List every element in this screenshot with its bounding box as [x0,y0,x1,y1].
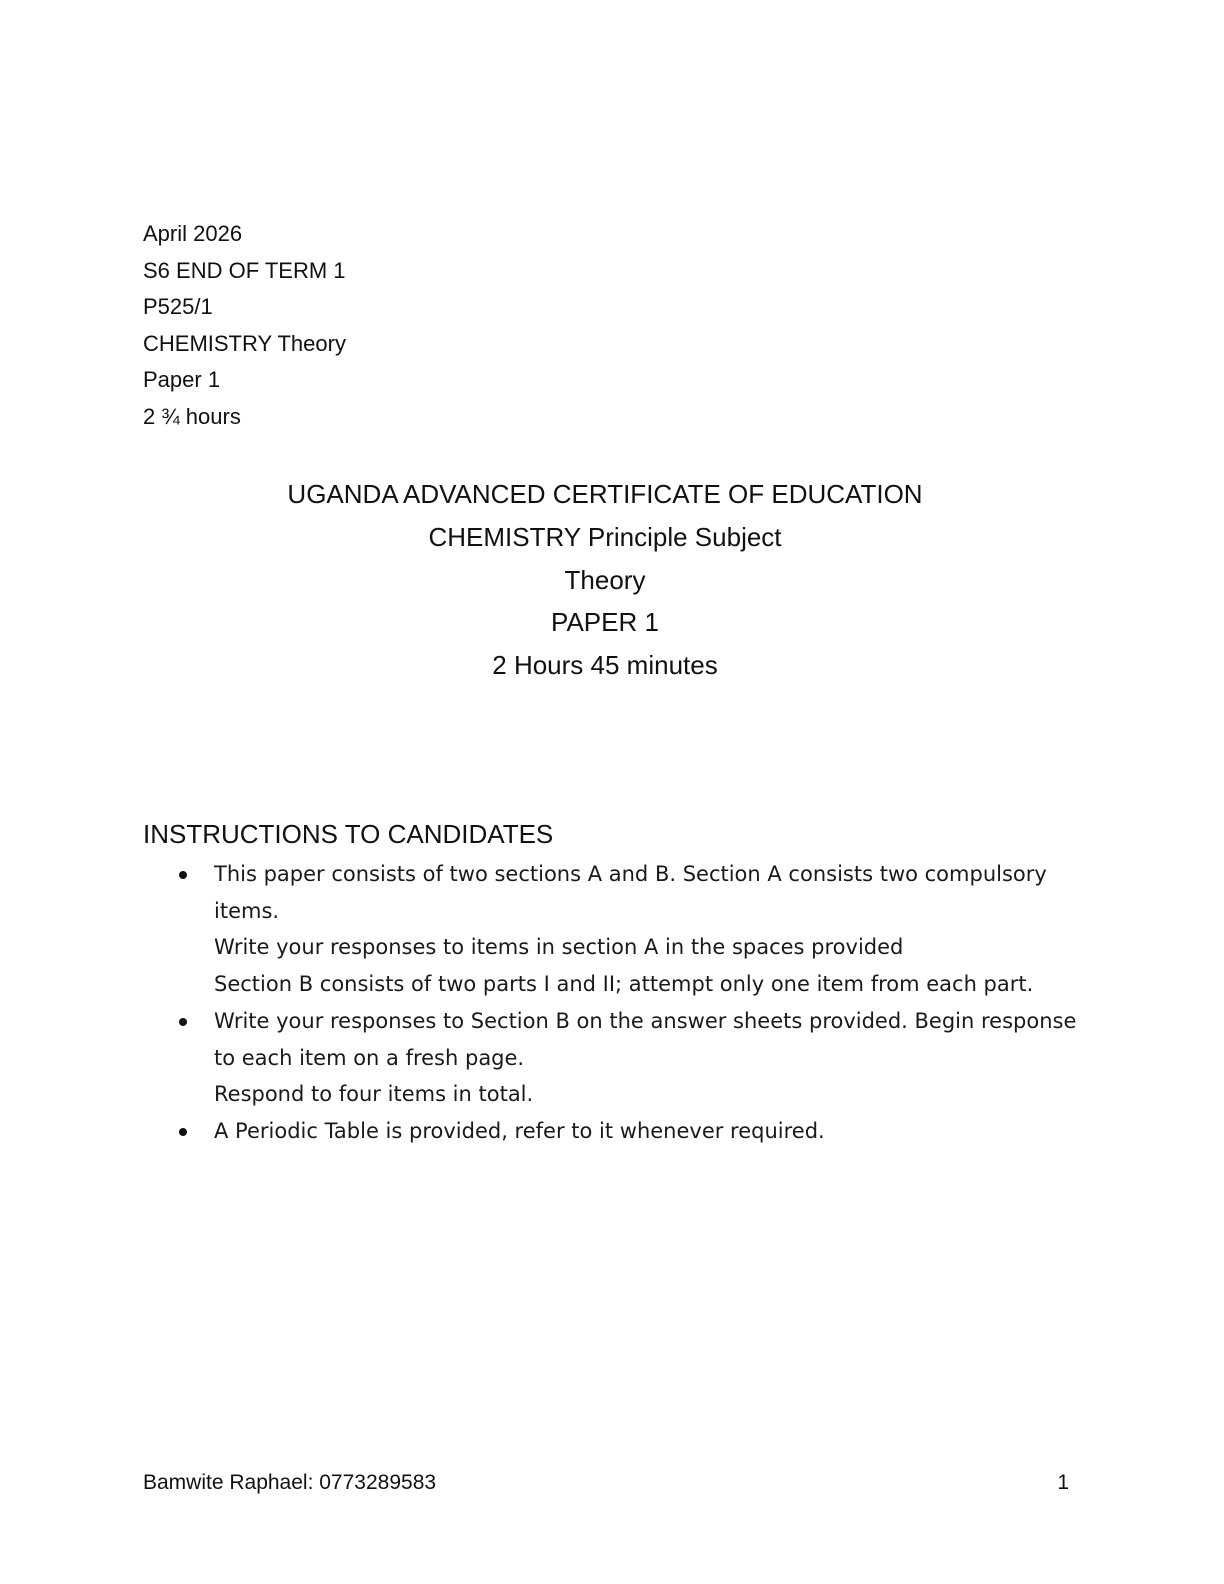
paper-code: P525/1 [143,294,213,320]
instruction-line: Write your responses to Section B on the answer sheets provided. Begin response [214,1008,1077,1033]
exam-date: April 2026 [143,221,243,246]
instruction-item [143,856,1083,1003]
bullet-icon [179,1128,187,1136]
instruction-item [143,1113,1083,1150]
instruction-line: Section B consists of two parts I and II; attempt only one item from each part. [214,972,1034,997]
exam-title-block [0,473,1210,687]
instruction-line: to each item on a fresh page. [214,1045,525,1070]
bullet-icon [179,1018,187,1026]
subject-title: CHEMISTRY Principle Subject [428,521,782,552]
paper-type-title: Theory [564,564,646,595]
instruction-line: items. [214,898,280,923]
duration-title: 2 Hours 45 minutes [492,650,718,681]
instruction-line: This paper consists of two sections A and B. Section A consists two compulsory [214,862,1047,886]
paper-title: PAPER 1 [551,607,659,638]
duration-line: 2 ¾ hours [143,403,241,429]
subject-line: CHEMISTRY Theory [143,330,346,356]
instruction-line: A Periodic Table is provided, refer to it whenever required. [214,1118,825,1143]
bullet-icon [179,871,187,879]
exam-term: S6 END OF TERM 1 [143,257,346,283]
instructions-heading: INSTRUCTIONS TO CANDIDATES [143,819,554,849]
instruction-item [143,1003,1083,1113]
instructions-list [143,856,1083,1150]
paper-number: Paper 1 [143,367,221,393]
page-number: 1 [1057,1471,1069,1494]
certificate-title: UGANDA ADVANCED CERTIFICATE OF EDUCATION [287,479,923,509]
exam-header [143,216,346,436]
instruction-line: Write your responses to items in section A in the spaces provided [214,935,904,960]
footer-author: Bamwite Raphael: 0773289583 [143,1471,437,1494]
instruction-line: Respond to four items in total. [214,1082,534,1107]
